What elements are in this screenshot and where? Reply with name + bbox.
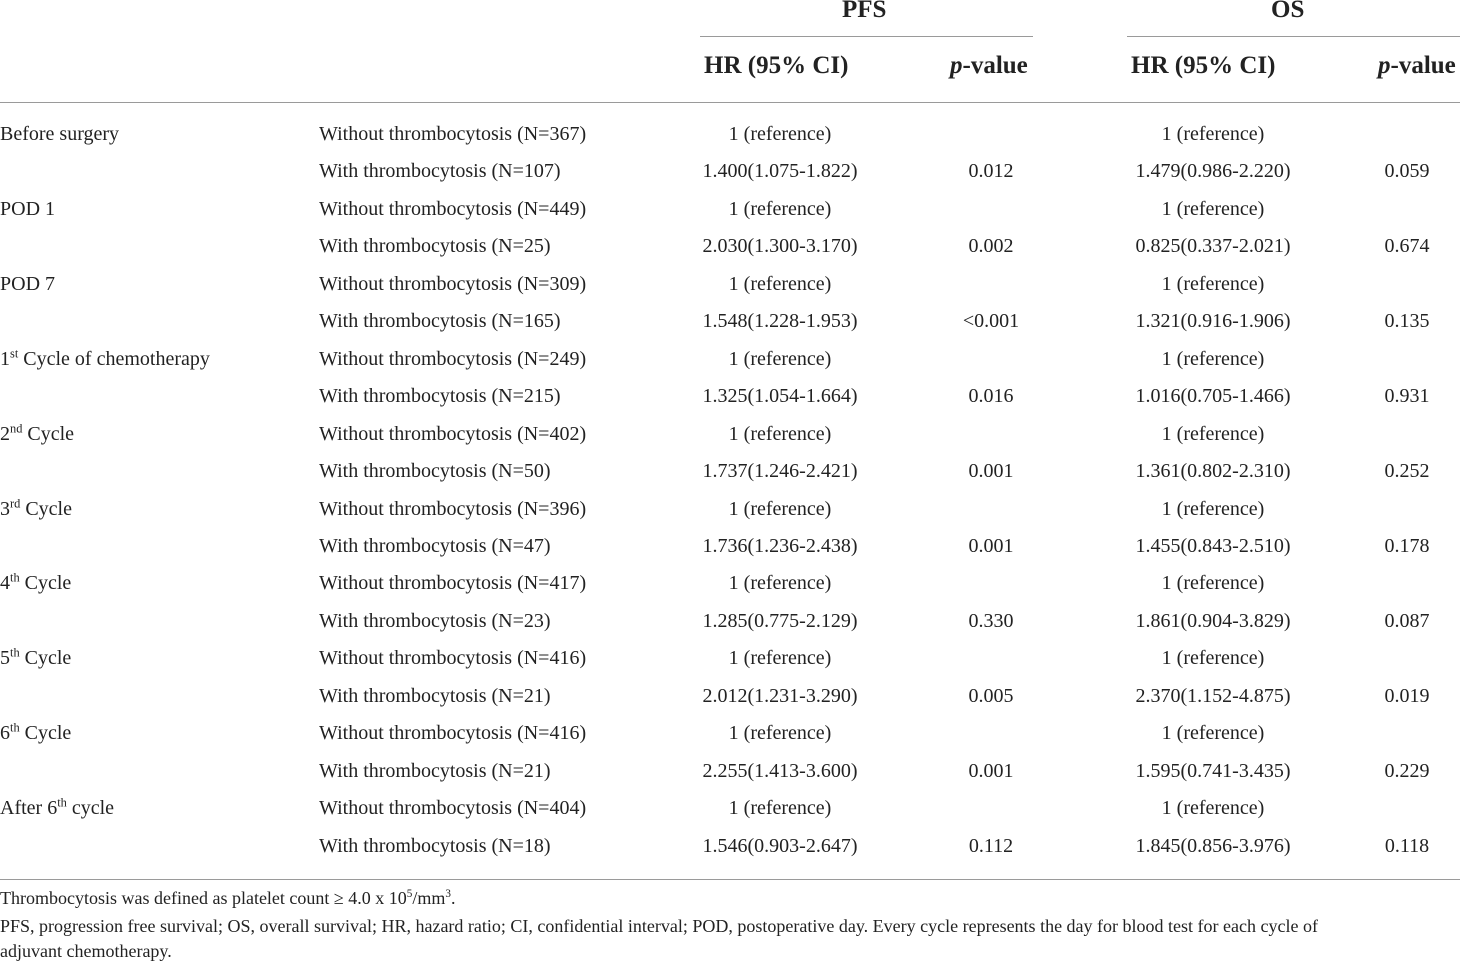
os-p-value-cell: 0.229 <box>1384 760 1430 782</box>
pfs-p-value-cell: 0.001 <box>968 535 1014 557</box>
timepoint-label: Before surgery <box>0 123 120 145</box>
os-p-value-header: p-value <box>1378 52 1456 79</box>
group-label: With thrombocytosis (N=21) <box>319 760 551 782</box>
group-label: Without thrombocytosis (N=249) <box>319 348 587 370</box>
os-group-underline <box>1127 36 1460 37</box>
header-rule <box>0 102 1460 103</box>
pfs-hr-cell: 1.285(0.775-2.129) <box>702 610 858 632</box>
group-label: Without thrombocytosis (N=367) <box>319 123 587 145</box>
pfs-p-value-cell: 0.001 <box>968 460 1014 482</box>
group-label: With thrombocytosis (N=50) <box>319 460 551 482</box>
group-label: With thrombocytosis (N=165) <box>319 310 561 332</box>
pfs-hr-cell: 1.400(1.075-1.822) <box>702 160 858 182</box>
pfs-p-value-header: p-value <box>950 52 1028 79</box>
pfs-p-value-cell: 0.012 <box>968 160 1014 182</box>
timepoint-label: 6th Cycle <box>0 720 72 744</box>
group-label: With thrombocytosis (N=23) <box>319 610 551 632</box>
os-hr-cell: 1.595(0.741-3.435) <box>1135 760 1291 782</box>
pfs-hr-cell: 1 (reference) <box>728 273 832 295</box>
pfs-hr-cell: 1 (reference) <box>728 123 832 145</box>
pfs-hr-cell: 1 (reference) <box>728 423 832 445</box>
os-p-value-cell: 0.931 <box>1384 385 1430 407</box>
timepoint-label: 5th Cycle <box>0 645 72 669</box>
os-hr-cell: 1.861(0.904-3.829) <box>1135 610 1291 632</box>
timepoint-label: 3rd Cycle <box>0 496 72 520</box>
group-label: With thrombocytosis (N=47) <box>319 535 551 557</box>
pfs-hr-cell: 1.546(0.903-2.647) <box>702 835 858 857</box>
pfs-p-value-cell: 0.016 <box>968 385 1014 407</box>
os-hr-cell: 1 (reference) <box>1161 348 1265 370</box>
pfs-p-value-cell: 0.005 <box>968 685 1014 707</box>
pfs-hr-cell: 1.548(1.228-1.953) <box>702 310 858 332</box>
pfs-hr-cell: 1 (reference) <box>728 498 832 520</box>
os-hr-cell: 1.361(0.802-2.310) <box>1135 460 1291 482</box>
group-label: Without thrombocytosis (N=416) <box>319 722 587 744</box>
os-p-value-cell: 0.019 <box>1384 685 1430 707</box>
pfs-hr-cell: 1 (reference) <box>728 722 832 744</box>
os-hr-cell: 1 (reference) <box>1161 123 1265 145</box>
os-hr-cell: 1.845(0.856-3.976) <box>1135 835 1291 857</box>
group-label: Without thrombocytosis (N=404) <box>319 797 587 819</box>
pfs-group-header: PFS <box>842 0 887 23</box>
pfs-hr-cell: 1.736(1.236-2.438) <box>702 535 858 557</box>
os-p-value-cell: 0.087 <box>1384 610 1430 632</box>
os-hr-cell: 2.370(1.152-4.875) <box>1135 685 1291 707</box>
os-hr-cell: 1 (reference) <box>1161 498 1265 520</box>
group-label: With thrombocytosis (N=25) <box>319 235 551 257</box>
group-label: With thrombocytosis (N=21) <box>319 685 551 707</box>
footnote-abbreviations: PFS, progression free survival; OS, overall survival; HR, hazard ratio; CI, confidential interval; POD, postoperative day. Every cycle represents the day for blood test for each cycle of <box>0 916 1318 936</box>
pfs-hr-cell: 1 (reference) <box>728 348 832 370</box>
os-hr-cell: 1 (reference) <box>1161 647 1265 669</box>
os-p-value-cell: 0.178 <box>1384 535 1430 557</box>
os-hr-cell: 1 (reference) <box>1161 198 1265 220</box>
timepoint-label: 1st Cycle of chemotherapy <box>0 346 210 370</box>
timepoint-label: POD 1 <box>0 198 56 220</box>
footnote-definition: Thrombocytosis was defined as platelet count ≥ 4.0 x $10^5/mm^3$. <box>0 888 456 908</box>
os-hr-cell: 1 (reference) <box>1161 572 1265 594</box>
group-label: With thrombocytosis (N=107) <box>319 160 561 182</box>
group-label: Without thrombocytosis (N=396) <box>319 498 587 520</box>
group-label: Without thrombocytosis (N=402) <box>319 423 587 445</box>
pfs-p-value-cell: 0.001 <box>968 760 1014 782</box>
pfs-hr-cell: 2.255(1.413-3.600) <box>702 760 858 782</box>
os-hr-cell: 1.479(0.986-2.220) <box>1135 160 1291 182</box>
pfs-hr-cell: 2.012(1.231-3.290) <box>702 685 858 707</box>
group-label: With thrombocytosis (N=215) <box>319 385 561 407</box>
timepoint-label: 2nd Cycle <box>0 421 75 445</box>
group-label: Without thrombocytosis (N=417) <box>319 572 587 594</box>
os-hr-cell: 1.455(0.843-2.510) <box>1135 535 1291 557</box>
group-label: Without thrombocytosis (N=449) <box>319 198 587 220</box>
os-p-value-cell: 0.674 <box>1384 235 1430 257</box>
os-hr-cell: 0.825(0.337-2.021) <box>1135 235 1291 257</box>
os-p-value-cell: 0.118 <box>1384 835 1430 857</box>
os-hr-cell: 1.321(0.916-1.906) <box>1135 310 1291 332</box>
pfs-p-value-cell: 0.330 <box>968 610 1014 632</box>
pfs-p-value-cell: <0.001 <box>962 310 1020 332</box>
pfs-hr-cell: 1.325(1.054-1.664) <box>702 385 858 407</box>
bottom-rule <box>0 879 1460 880</box>
os-hr-cell: 1 (reference) <box>1161 273 1265 295</box>
pfs-hr-cell: 1 (reference) <box>728 797 832 819</box>
os-p-value-cell: 0.135 <box>1384 310 1430 332</box>
pfs-p-value-cell: 0.112 <box>968 835 1014 857</box>
os-group-header: OS <box>1271 0 1305 23</box>
group-label: Without thrombocytosis (N=309) <box>319 273 587 295</box>
pfs-group-underline <box>700 36 1033 37</box>
pfs-hr-cell: 1 (reference) <box>728 647 832 669</box>
footnote-abbreviations-cont: adjuvant chemotherapy. <box>0 941 172 961</box>
pfs-hr-cell: 1 (reference) <box>728 198 832 220</box>
group-label: With thrombocytosis (N=18) <box>319 835 551 857</box>
os-hr-cell: 1.016(0.705-1.466) <box>1135 385 1291 407</box>
os-hr-cell: 1 (reference) <box>1161 423 1265 445</box>
os-hr-header: HR (95% CI) <box>1131 52 1276 79</box>
timepoint-label: 4th Cycle <box>0 570 72 594</box>
pfs-hr-cell: 1.737(1.246-2.421) <box>702 460 858 482</box>
pfs-hr-cell: 2.030(1.300-3.170) <box>702 235 858 257</box>
os-p-value-cell: 0.059 <box>1384 160 1430 182</box>
group-label: Without thrombocytosis (N=416) <box>319 647 587 669</box>
os-p-value-cell: 0.252 <box>1384 460 1430 482</box>
pfs-hr-header: HR (95% CI) <box>704 52 849 79</box>
pfs-p-value-cell: 0.002 <box>968 235 1014 257</box>
timepoint-label: POD 7 <box>0 273 56 295</box>
os-hr-cell: 1 (reference) <box>1161 722 1265 744</box>
timepoint-label: After 6th cycle <box>0 795 115 819</box>
os-hr-cell: 1 (reference) <box>1161 797 1265 819</box>
pfs-hr-cell: 1 (reference) <box>728 572 832 594</box>
